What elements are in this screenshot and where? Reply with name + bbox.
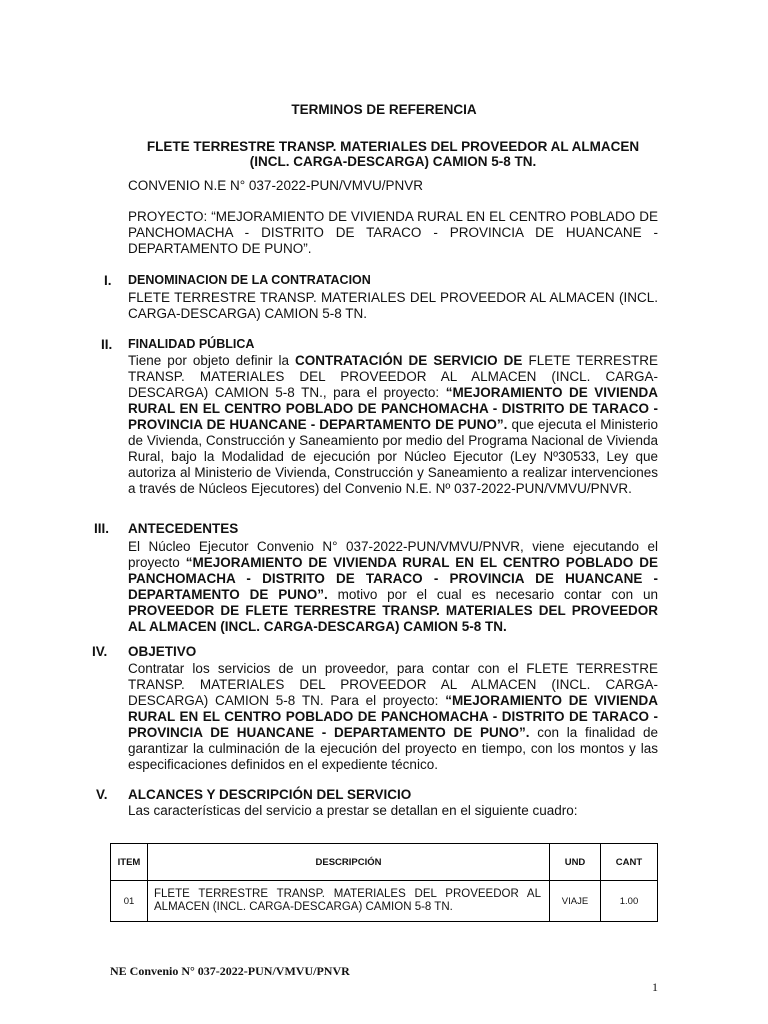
section-3-title: ANTECEDENTES xyxy=(128,521,239,536)
header-und: UND xyxy=(550,844,601,881)
cell-cant: 1.00 xyxy=(601,881,658,922)
document-subtitle xyxy=(128,139,658,169)
section-2-text-5: que ejecuta el Ministerio de Vivienda, Construcción y Saneamiento por medio del Programa Nacional de Vivienda Rural, bajo la Modalidad de ejecución por Núcleo Ejecutor (Ley Nº30533, Ley que autoriza al Ministerio de Vivienda, Construcción y Saneamiento a realizar intervenciones a través de Núcleos Ejecutores) del Convenio N.E. Nº 037-2022-PUN/VMVU/PNVR. xyxy=(128,417,658,496)
header-cant: CANT xyxy=(601,844,658,881)
section-2-text-1: Tiene por objeto definir la xyxy=(128,353,296,368)
section-4-title: OBJETIVO xyxy=(128,644,197,659)
section-3-number: III. xyxy=(94,521,110,536)
proyecto-paragraph: PROYECTO: “MEJORAMIENTO DE VIVIENDA RURAL EN EL CENTRO POBLADO DE PANCHOMACHA - DISTRITO DE TARACO - PROVINCIA DE HUANCANE - DEPARTAMENTO DE PUNO”. xyxy=(128,209,658,256)
section-2-body xyxy=(128,353,658,497)
section-5-body: Las características del servicio a prestar se detallan en el siguiente cuadro: xyxy=(128,803,578,818)
section-1-body: FLETE TERRESTRE TRANSP. MATERIALES DEL PROVEEDOR AL ALMACEN (INCL. CARGA-DESCARGA) CAMION 5-8 TN. xyxy=(128,290,658,321)
page-number: 1 xyxy=(652,980,658,994)
document-title: TERMINOS DE REFERENCIA xyxy=(291,102,477,117)
section-5-title: ALCANCES Y DESCRIPCIÓN DEL SERVICIO xyxy=(128,787,412,802)
convenio-line: CONVENIO N.E N° 037-2022-PUN/VMVU/PNVR xyxy=(128,178,423,193)
section-3-text-3: motivo por el cual es necesario contar con un xyxy=(327,587,658,602)
header-description: DESCRIPCIÓN xyxy=(148,844,550,881)
cell-item: 01 xyxy=(111,881,148,922)
section-4-text-1: Contratar los servicios de un proveedor, para contar con el FLETE TERRESTRE TRANSP. MATERIALES DEL PROVEEDOR AL ALMACEN (INCL. CARGA-DESCARGA) CAMION 5-8 TN. Para el proyecto: xyxy=(128,661,658,708)
section-3-text-2: “MEJORAMIENTO DE VIVIENDA RURAL EN EL CENTRO POBLADO DE PANCHOMACHA - DISTRITO DE TARACO - PROVINCIA DE HUANCANE - DEPARTAMENTO DE PUNO”. xyxy=(128,555,658,602)
subtitle-line-2: (INCL. CARGA-DESCARGA) CAMION 5-8 TN. xyxy=(249,154,537,169)
section-3-text-1: El Núcleo Ejecutor Convenio N° 037-2022-PUN/VMVU/PNVR, viene ejecutando el proyecto xyxy=(128,539,658,570)
section-3-text-4: PROVEEDOR DE FLETE TERRESTRE TRANSP. MATERIALES DEL PROVEEDOR AL ALMACEN (INCL. CARGA-DESCARGA) CAMION 5-8 TN. xyxy=(128,603,658,634)
section-5-number: V. xyxy=(96,787,108,802)
section-4-text-3: con la finalidad de garantizar la culminación de la ejecución del proyecto en tiempo, con los montos y las especificaciones definidos en el expediente técnico. xyxy=(128,725,658,772)
section-2-text-4: “MEJORAMIENTO DE VIVIENDA RURAL EN EL CENTRO POBLADO DE PANCHOMACHA - DISTRITO DE TARACO - PROVINCIA DE HUANCANE - DEPARTAMENTO DE PUNO”. xyxy=(128,385,658,432)
header-item: ITEM xyxy=(111,844,148,881)
section-2-number: II. xyxy=(101,337,113,352)
section-1-title: DENOMINACION DE LA CONTRATACION xyxy=(128,273,371,287)
section-2-text-2: CONTRATACIÓN DE SERVICIO DE xyxy=(295,353,523,368)
service-table xyxy=(110,843,658,922)
table-header-row xyxy=(111,844,658,881)
cell-description: FLETE TERRESTRE TRANSP. MATERIALES DEL PROVEEDOR AL ALMACEN (INCL. CARGA-DESCARGA) CAMION 5-8 TN. xyxy=(148,881,550,922)
cell-und: VIAJE xyxy=(550,881,601,922)
subtitle-line-1: FLETE TERRESTRE TRANSP. MATERIALES DEL PROVEEDOR AL ALMACEN xyxy=(146,139,640,154)
section-1-number: I. xyxy=(104,273,112,288)
section-4-body xyxy=(128,661,658,773)
section-2-text-3: FLETE TERRESTRE TRANSP. MATERIALES DEL PROVEEDOR AL ALMACEN (INCL. CARGA-DESCARGA) CAMION 5-8 TN., para el proyecto: xyxy=(128,353,659,400)
section-4-text-2: “MEJORAMIENTO DE VIVIENDA RURAL EN EL CENTRO POBLADO DE PANCHOMACHA - DISTRITO DE TARACO - PROVINCIA DE HUANCANE - DEPARTAMENTO DE PUNO”. xyxy=(128,693,658,740)
section-4-number: IV. xyxy=(92,644,108,659)
section-3-body xyxy=(128,539,658,635)
section-2-title: FINALIDAD PÚBLICA xyxy=(128,337,255,351)
page-footer: NE Convenio N° 037-2022-PUN/VMVU/PNVR xyxy=(110,964,350,978)
table-row xyxy=(111,881,658,922)
